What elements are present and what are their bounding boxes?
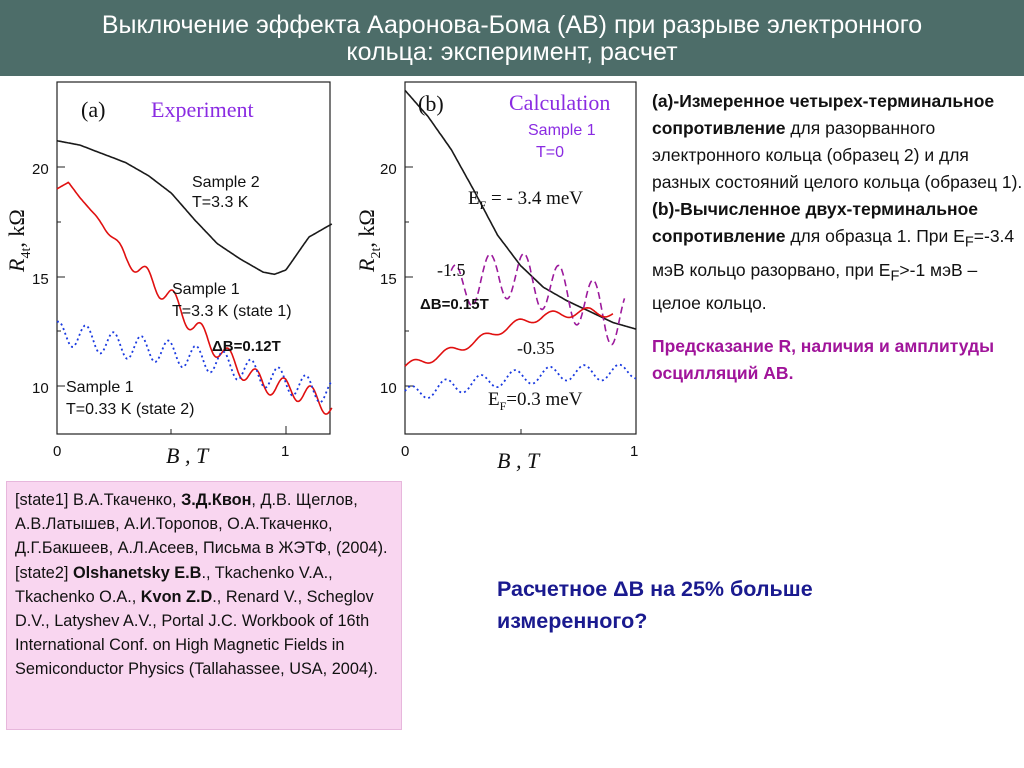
- xtick-b-0: 0: [401, 443, 410, 460]
- panel-a-label: (a): [81, 97, 106, 122]
- ef-low-label: $E_F=0.3$ meV: [488, 389, 583, 413]
- series-line-a-0: [57, 141, 332, 275]
- ytick-b-10: 10: [380, 380, 397, 397]
- sample1b-label: Sample 1: [66, 379, 134, 396]
- series-line-b-0: [405, 90, 636, 329]
- delta-a: ΔB=0.12T: [212, 338, 281, 355]
- desc-a-bold: (а)-Измеренное четырех-терминальное сопротивление: [652, 91, 995, 138]
- series-line-b-3: [405, 365, 636, 399]
- sample2-temp: T=3.3 K: [192, 194, 249, 211]
- series-line-a-1: [57, 182, 332, 414]
- panel-b-frame: [405, 82, 636, 434]
- panel-b-sample: Sample 1: [528, 122, 596, 139]
- desc-b-sub2: F: [890, 268, 900, 284]
- panel-b-temp: T=0: [536, 144, 565, 161]
- title-line-2: кольца: эксперимент, расчет: [346, 38, 678, 66]
- ref2-tag: [state2]: [15, 563, 73, 582]
- svg-text:R4t, kΩ: $R_{4t}$, kΩ: [4, 209, 34, 272]
- panel-b-heading: Calculation: [509, 90, 611, 115]
- desc-a-text: для разорванного электронного кольца (образец 2) и для разных состояний целого кольца (образец 1).: [652, 118, 1023, 192]
- series-line-b-2: [405, 308, 613, 367]
- desc-b-text1: для образца 1. При E: [785, 226, 965, 246]
- sample2-label: Sample 2: [192, 174, 260, 191]
- sample1-label: Sample 1: [172, 281, 240, 298]
- ylabel-b: [354, 209, 384, 273]
- desc-b-text3: >-1 мэВ –целое кольцо.: [652, 259, 978, 313]
- ref1-authors-a: В.А.Ткаченко,: [72, 491, 182, 509]
- sample1-state: T=3.3 K (state 1): [172, 303, 292, 320]
- xlabel-b: B , T: [497, 448, 540, 473]
- xtick-a-0: 0: [53, 443, 62, 460]
- svg-text:R2t, kΩ: $R_{2t}$, kΩ: [354, 209, 384, 272]
- panel-a-heading: Experiment: [151, 97, 254, 122]
- ref1-authors-bold: З.Д.Квон: [181, 491, 252, 509]
- question-text: Расчетное ΔB на 25% больше измеренного?: [497, 577, 813, 633]
- neg15-label: -1.5: [437, 260, 466, 280]
- sample1b-state: T=0.33 K (state 2): [66, 401, 195, 418]
- ref2-authors-b: ., Tkachenko V.A., Tkachenko O.A.,: [15, 563, 333, 606]
- description: [652, 88, 1024, 387]
- xlabel-a: B , T: [166, 443, 209, 468]
- ref2-authors-bold-a: Olshanetsky E.B: [72, 563, 202, 582]
- ref1-tag: [state1]: [15, 491, 73, 509]
- xtick-b-1: 1: [630, 443, 639, 460]
- title-line-1: Выключение эффекта Ааронова-Бома (АВ) при разрыве электронного: [101, 11, 923, 39]
- ref1-rest: , Д.В. Щеглов, А.В.Латышев, А.И.Торопов, О.А.Ткаченко, Д.Г.Бакшеев, А.Л.Асеев, Письма в ЖЭТФ, (2004).: [15, 491, 388, 558]
- desc-b: [652, 196, 1024, 317]
- ytick-b-15: 15: [380, 271, 397, 288]
- ytick-a-20: 20: [32, 161, 49, 178]
- xtick-a-1: 1: [281, 443, 290, 460]
- ref2-authors-bold-c: Kvon Z.D: [140, 587, 213, 606]
- delta-b: ΔB=0.15T: [420, 296, 489, 313]
- ref2-rest: ., Renard V., Scheglov D.V., Latyshev A.V., Portal J.C. Workbook of 16th International Conf. on High Magnetic Fields in Semiconductor Physics (Tallahassee, USA, 2004).: [15, 587, 378, 679]
- panel-b-label: (b): [418, 91, 444, 116]
- ytick-b-20: 20: [380, 161, 397, 178]
- prediction: Предсказание R, наличия и амплитуды осцилляций АВ.: [652, 336, 995, 383]
- desc-b-text2: =-3.4 мэВ кольцо разорвано, при E: [652, 226, 1015, 280]
- title-bar: [0, 0, 1024, 76]
- desc-b-bold: (b)-Вычисленное двух-терминальное сопротивление: [652, 199, 979, 246]
- desc-a: [652, 88, 1024, 196]
- neg035-label: -0.35: [517, 338, 555, 358]
- series-line-a-2: [57, 322, 332, 403]
- series-line-b-1: [451, 254, 624, 345]
- references-box: [6, 481, 402, 730]
- panel-a-frame: [57, 82, 330, 434]
- ef-main-label: $E_F$ = - 3.4 meV: [468, 188, 584, 212]
- ytick-a-15: 15: [32, 271, 49, 288]
- ylabel-a: [4, 209, 34, 273]
- desc-b-sub1: F: [964, 234, 974, 251]
- ytick-a-10: 10: [32, 380, 49, 397]
